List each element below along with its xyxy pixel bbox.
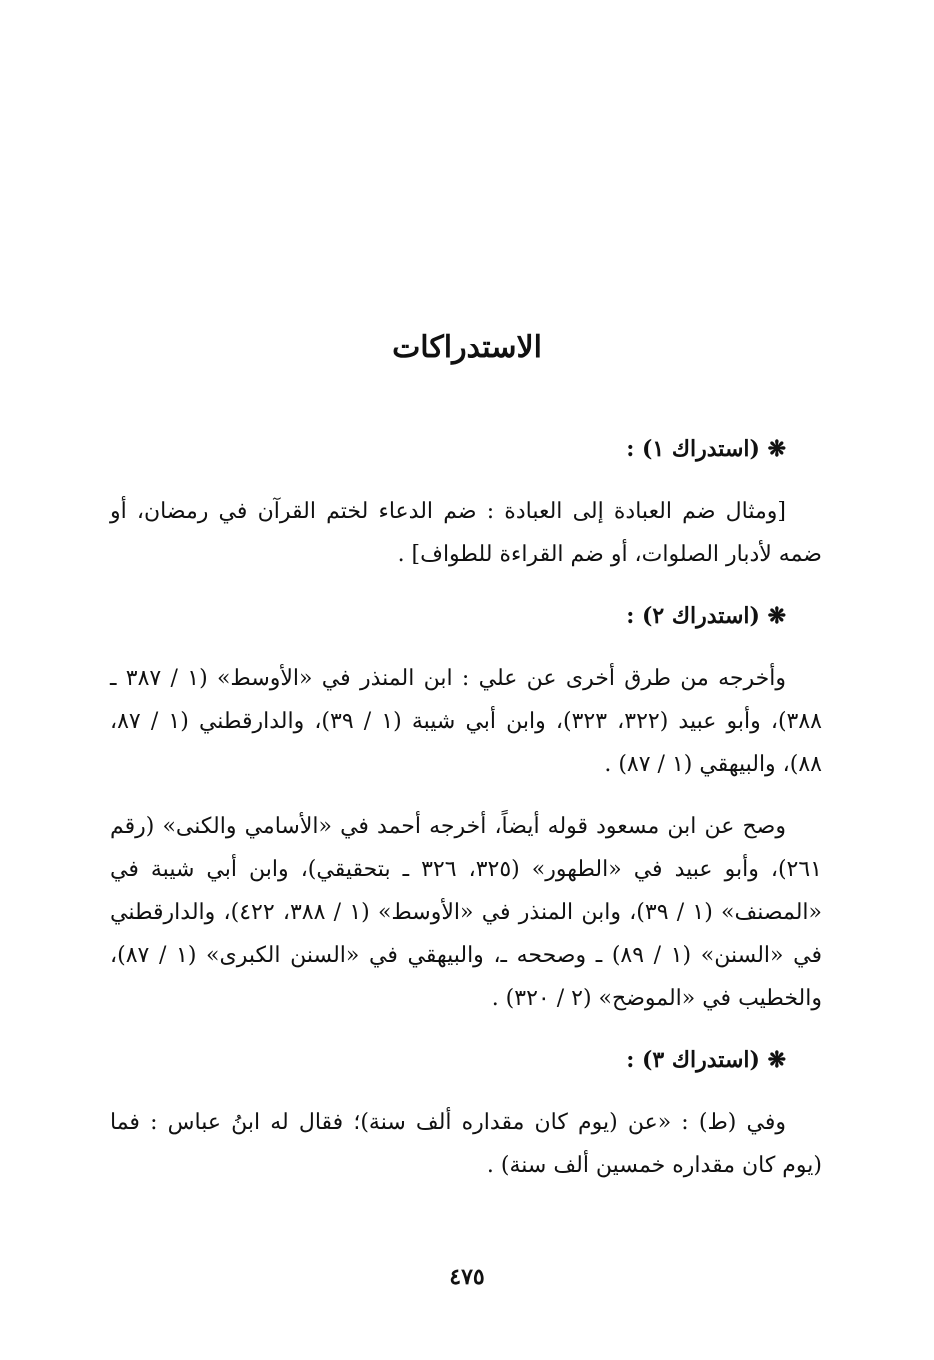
page-number: ٤٧٥ — [449, 1264, 485, 1290]
section-3-paragraph-1: وفي (ط) : «عن (يوم كان مقداره ألف سنة)؛ فقال له ابنُ عباس : فما (يوم كان مقداره خمسين ألف سنة) . — [110, 1110, 822, 1178]
section-2-paragraph-2: وصح عن ابن مسعود قوله أيضاً، أخرجه أحمد في «الأسامي والكنى» (رقم ٢٦١)، وأبو عبيد في «الطهور» (٣٢٥، ٣٢٦ ـ بتحقيقي)، وابن أبي شيبة في «المصنف» (١ / ٣٩)، وابن المنذر في «الأوسط» (١ / ٣٨٨، ٤٢٢)، والدارقطني في «السنن» (١ / ٨٩) ـ وصححه ـ، والبيهقي في «السنن الكبرى» (١ / ٨٧)، والخطيب في «الموضح» (٢ / ٣٢٠) . — [110, 814, 822, 1011]
page-title: الاستدراكات — [392, 330, 542, 365]
section-heading-3: ❋ (استدراك ٣) : — [626, 1047, 786, 1073]
page-content — [110, 428, 822, 1206]
section-2-paragraph-1: وأخرجه من طرق أخرى عن علي : ابن المنذر في «الأوسط» (١ / ٣٨٧ ـ ٣٨٨)، وأبو عبيد (٣٢٢، ٣٢٣)، وابن أبي شيبة (١ / ٣٩)، والدارقطني (١ / ٨٧، ٨٨)، والبيهقي (١ / ٨٧) . — [110, 666, 822, 777]
section-heading-1: ❋ (استدراك ١) : — [626, 436, 786, 462]
section-heading-2: ❋ (استدراك ٢) : — [626, 603, 786, 629]
section-1-paragraph-1: [ومثال ضم العبادة إلى العبادة : ضم الدعاء لختم القرآن في رمضان، أو ضمه لأدبار الصلوات، أو ضم القراءة للطواف] . — [110, 499, 822, 567]
